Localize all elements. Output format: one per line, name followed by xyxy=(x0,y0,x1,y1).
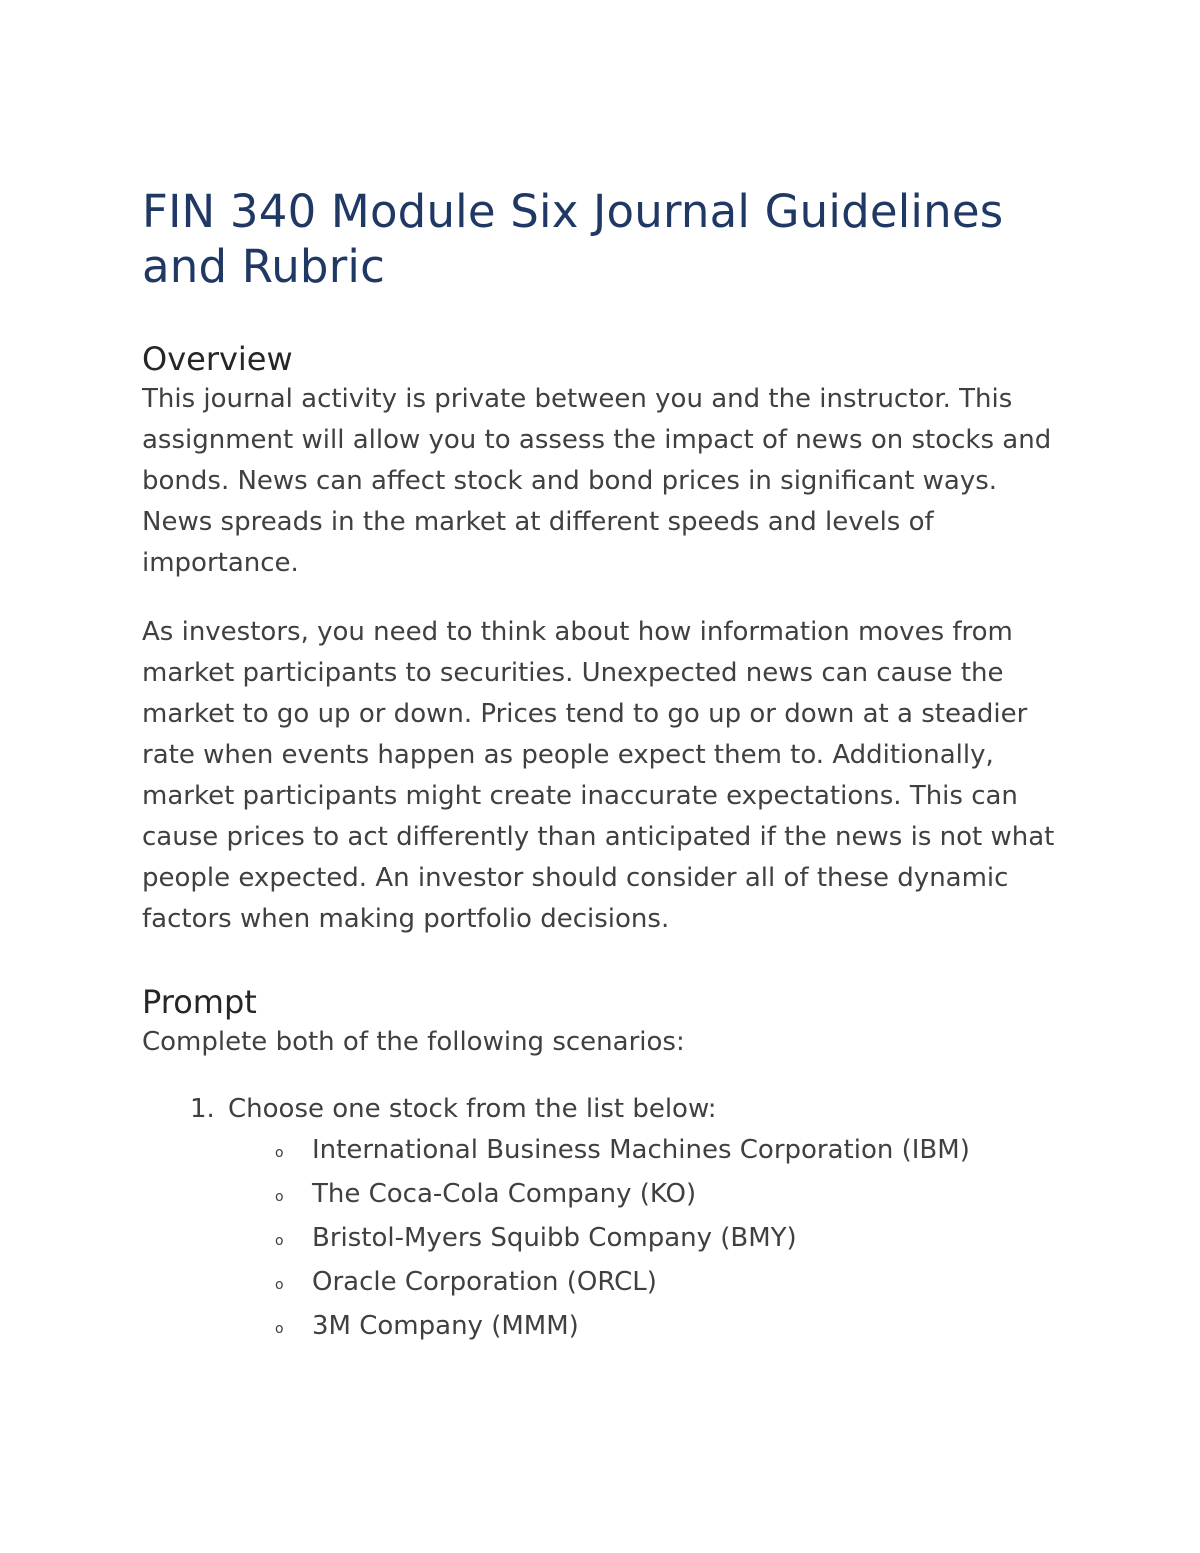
list-number: 1. xyxy=(190,1094,215,1124)
prompt-heading: Prompt xyxy=(142,983,257,1021)
stock-option-bmy: Bristol-Myers Squibb Company (BMY) xyxy=(312,1223,797,1253)
hollow-bullet-icon: o xyxy=(275,1145,284,1161)
scenario-item-1 xyxy=(142,1089,1072,1350)
list-item xyxy=(142,1262,1072,1306)
stock-options-list xyxy=(142,1130,1072,1350)
hollow-bullet-icon: o xyxy=(275,1189,284,1205)
prompt-intro: Complete both of the following scenarios: xyxy=(142,1027,685,1057)
hollow-bullet-icon: o xyxy=(275,1321,284,1337)
stock-option-ibm: International Business Machines Corporation (IBM) xyxy=(312,1135,970,1165)
document-page xyxy=(142,184,1072,1350)
hollow-bullet-icon: o xyxy=(275,1233,284,1249)
overview-paragraph-1: This journal activity is private between you and the instructor. This assignment will allow you to assess the impact of news on stocks and bonds. News can affect stock and bond prices in significant ways. News spreads in the market at different speeds and levels of importance. xyxy=(142,384,1052,578)
overview-heading: Overview xyxy=(142,340,293,378)
list-item xyxy=(142,1218,1072,1262)
scenario-list xyxy=(142,1089,1072,1350)
list-item xyxy=(142,1174,1072,1218)
overview-paragraph-2: As investors, you need to think about how information moves from market participants to securities. Unexpected news can cause the market to go up or down. Prices tend to go up or down at a steadier rate when events happen as people expect them to. Additionally, market participants might create inaccurate expectations. This can cause prices to act differently than anticipated if the news is not what people expected. An investor should consider all of these dynamic factors when making portfolio decisions. xyxy=(142,617,1055,934)
list-item xyxy=(142,1130,1072,1174)
document-title: FIN 340 Module Six Journal Guidelines and Rubric xyxy=(142,185,1004,293)
hollow-bullet-icon: o xyxy=(275,1277,284,1293)
scenario-item-text: Choose one stock from the list below: xyxy=(228,1094,717,1124)
stock-option-ko: The Coca-Cola Company (KO) xyxy=(312,1179,697,1209)
list-item xyxy=(142,1306,1072,1350)
stock-option-orcl: Oracle Corporation (ORCL) xyxy=(312,1267,657,1297)
stock-option-mmm: 3M Company (MMM) xyxy=(312,1311,579,1341)
